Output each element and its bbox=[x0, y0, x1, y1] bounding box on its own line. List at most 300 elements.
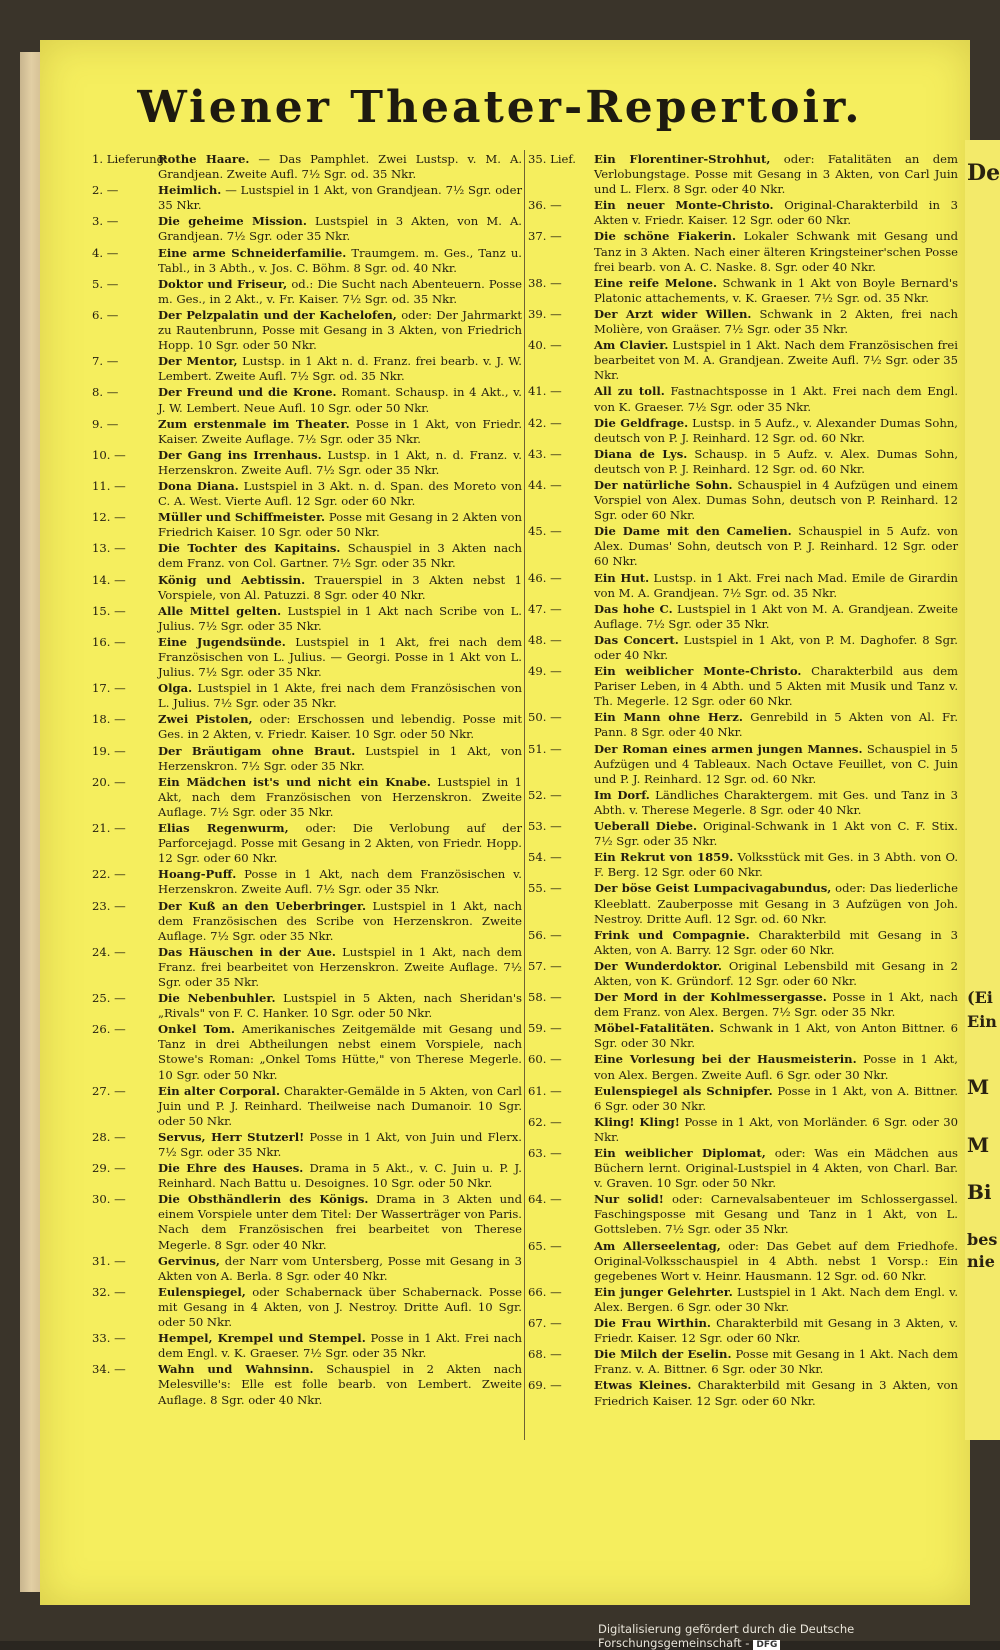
entry-number: 64. — bbox=[528, 1192, 562, 1207]
play-description: Posse in 1 Akt, von A. Bittner. 6 Sgr. oder 30 Nkr. bbox=[594, 1083, 959, 1113]
repertoire-column-left bbox=[92, 152, 522, 1409]
play-description: Posse in 1 Akt, von Friedr. Kaiser. Zweite Auflage. 7½ Sgr. oder 35 Nkr. bbox=[158, 416, 523, 446]
play-title: Hoang-Puff. bbox=[158, 867, 237, 882]
entry-text bbox=[594, 881, 958, 926]
entry-text bbox=[594, 1378, 958, 1408]
fragment-text: De bbox=[967, 160, 1000, 186]
entry-text bbox=[158, 479, 522, 509]
entry-number: 18. — bbox=[92, 712, 126, 727]
entry-number: 28. — bbox=[92, 1129, 126, 1144]
play-title: Der böse Geist Lumpacivagabundus, bbox=[594, 881, 832, 896]
play-title: Der Wunderdoktor. bbox=[594, 958, 722, 973]
column-divider bbox=[524, 150, 525, 1440]
play-title: Elias Regenwurm, bbox=[158, 821, 289, 836]
play-title: Die Milch der Eselin. bbox=[594, 1347, 732, 1362]
entry-text bbox=[158, 214, 522, 244]
play-description: Posse in 1 Akt, von Alex. Bergen. Zweite Aufl. 6 Sgr. oder 30 Nkr. bbox=[594, 1052, 958, 1082]
repertoire-entry bbox=[92, 308, 522, 353]
entry-text bbox=[158, 448, 522, 478]
play-description: oder Schabernack über Schabernack. Posse mit Gesang in 4 Akten, von J. Nestroy. Dritte Aufl. 10 Sgr. oder 50 Nkr. bbox=[158, 1284, 522, 1330]
play-description: Posse in 1 Akt. Frei nach dem Engl. v. K. Graeser. 7½ Sgr. oder 35 Nkr. bbox=[158, 1331, 522, 1361]
play-description: Lustspiel in 1 Akt. Nach dem Engl. v. Alex. Bergen. 6 Sgr. oder 30 Nkr. bbox=[594, 1284, 959, 1314]
play-description: oder: Das liederliche Kleeblatt. Zauberposse mit Gesang in 3 Aufzügen von Joh. Nestroy. Dritte Aufl. 12 Sgr. od. 60 Nkr. bbox=[594, 881, 959, 926]
play-description: Schauspiel in 3 Akten nach dem Franz. von Col. Gartner. 7½ Sgr. oder 35 Nkr. bbox=[158, 541, 523, 571]
entry-number: 10. — bbox=[92, 447, 126, 462]
play-title: Rothe Haare. bbox=[158, 152, 250, 166]
play-title: Ein Mädchen ist's und nicht ein Knabe. bbox=[158, 774, 431, 789]
play-description: — Das Pamphlet. Zwei Lustsp. v. M. A. Grandjean. Zweite Aufl. 7½ Sgr. od. 35 Nkr. bbox=[158, 152, 523, 182]
entry-number: 42. — bbox=[528, 415, 562, 430]
entry-text bbox=[158, 744, 522, 774]
play-title: Müller und Schiffmeister. bbox=[158, 510, 326, 525]
play-description: Romant. Schausp. in 4 Akt., v. J. W. Lembert. Neue Aufl. 10 Sgr. oder 50 Nkr. bbox=[158, 385, 522, 415]
play-description: Posse in 1 Akt, von Juin und Flerx. 7½ Sgr. oder 35 Nkr. bbox=[158, 1129, 522, 1159]
play-title: Ein Mann ohne Herz. bbox=[594, 710, 743, 725]
repertoire-entry bbox=[92, 1362, 522, 1407]
repertoire-entry bbox=[528, 447, 958, 477]
entry-number: 50. — bbox=[528, 710, 562, 725]
repertoire-entry bbox=[92, 354, 522, 384]
entry-number: 51. — bbox=[528, 741, 562, 756]
play-title: Ein weiblicher Monte-Christo. bbox=[594, 664, 802, 679]
entry-text bbox=[158, 867, 522, 897]
entry-text bbox=[158, 354, 522, 384]
entry-number: 15. — bbox=[92, 603, 126, 618]
entry-text bbox=[594, 959, 958, 989]
entry-number: 19. — bbox=[92, 743, 126, 758]
play-title: Das hohe C. bbox=[594, 601, 673, 616]
repertoire-entry bbox=[528, 664, 958, 709]
play-description: Lustspiel in 1 Akt, frei nach dem Französischen von L. Julius. — Georgi. Posse in 1 Akt von L. Julius. 7½ Sgr. oder 35 Nkr. bbox=[158, 634, 523, 680]
repertoire-entry bbox=[528, 710, 958, 740]
play-description: Genrebild in 5 Akten von Al. Fr. Pann. 8 Sgr. oder 40 Nkr. bbox=[594, 710, 959, 740]
play-title: Ueberall Diebe. bbox=[594, 819, 698, 834]
play-title: Heimlich. bbox=[158, 183, 222, 198]
play-title: Eine Jugendsünde. bbox=[158, 634, 286, 649]
play-description: Schauspiel in 5 Aufzügen und 4 Tableaux. Nach Octave Feuillet, von C. Juin und P. J. Reinhard. 12 Sgr. od. 60 Nkr. bbox=[594, 741, 958, 786]
entry-number: 39. — bbox=[528, 306, 562, 321]
play-description: Schwank in 1 Akt, von Anton Bittner. 6 Sgr. oder 30 Nkr. bbox=[594, 1021, 959, 1051]
play-description: Lustspiel in 1 Akt, von P. M. Daghofer. 8 Sgr. oder 40 Nkr. bbox=[594, 632, 958, 662]
play-description: Original-Charakterbild in 3 Akten v. Friedr. Kaiser. 12 Sgr. oder 60 Nkr. bbox=[594, 198, 958, 228]
play-title: Eine Vorlesung bei der Hausmeisterin. bbox=[594, 1052, 857, 1067]
entry-text bbox=[158, 541, 522, 571]
play-title: Dona Diana. bbox=[158, 478, 239, 493]
entry-number: 14. — bbox=[92, 572, 126, 587]
play-description: der Narr vom Untersberg, Posse mit Gesang in 3 Akten von A. Berla. 8 Sgr. oder 40 Nkr. bbox=[158, 1253, 523, 1283]
play-description: oder: Was ein Mädchen aus Büchern lernt. Original-Lustspiel in 4 Akten, von Charl. Bar. v. Graven. 10 Sgr. oder 50 Nkr. bbox=[594, 1146, 958, 1191]
play-description: Original-Schwank in 1 Akt von C. F. Stix. 7½ Sgr. oder 35 Nkr. bbox=[594, 819, 958, 849]
entry-number: 69. — bbox=[528, 1378, 562, 1393]
play-description: Posse in 1 Akt, nach dem Französischen v. Herzenskron. Zweite Aufl. 7½ Sgr. oder 35 Nkr. bbox=[158, 867, 522, 897]
entry-number: 4. — bbox=[92, 245, 119, 260]
entry-text bbox=[594, 307, 958, 337]
entry-number: 2. — bbox=[92, 183, 119, 198]
entry-number: 31. — bbox=[92, 1253, 126, 1268]
entry-number: 29. — bbox=[92, 1161, 126, 1176]
play-description: oder: Carnevalsabenteuer im Schlossergassel. Faschingsposse mit Gesang und Tanz in 1 Akt, von L. Gottsleben. 7½ Sgr. oder 35 Nkr. bbox=[594, 1192, 958, 1237]
entry-number: 67. — bbox=[528, 1316, 562, 1331]
entry-number: 56. — bbox=[528, 927, 562, 942]
repertoire-entry bbox=[92, 681, 522, 711]
play-title: Der Roman eines armen jungen Mannes. bbox=[594, 741, 863, 756]
repertoire-entry bbox=[528, 990, 958, 1020]
entry-number: 27. — bbox=[92, 1083, 126, 1098]
play-description: Lustsp. in 1 Akt n. d. Franz. frei bearb. v. J. W. Lembert. Zweite Aufl. 7½ Sgr. od. 35 Nkr. bbox=[158, 354, 522, 384]
entry-text bbox=[594, 338, 958, 383]
repertoire-entry bbox=[92, 183, 522, 213]
repertoire-entry bbox=[528, 1192, 958, 1237]
entry-text bbox=[158, 1331, 522, 1361]
entry-text bbox=[594, 1347, 958, 1377]
entry-text bbox=[594, 788, 958, 818]
play-title: Etwas Kleines. bbox=[594, 1378, 692, 1393]
entry-text bbox=[594, 742, 958, 787]
play-description: Schauspiel in 2 Akten nach Melesville's: Elle est folle bearb. von Lembert. Zweite Auflage. 8 Sgr. oder 40 Nkr. bbox=[158, 1362, 523, 1407]
entry-number: 16. — bbox=[92, 634, 126, 649]
repertoire-entry bbox=[92, 712, 522, 742]
play-title: Die Obsthändlerin des Königs. bbox=[158, 1192, 369, 1207]
play-description: Lustsp. in 1 Akt, n. d. Franz. v. Herzenskron. Zweite Aufl. 7½ Sgr. oder 35 Nkr. bbox=[158, 447, 522, 477]
entry-number: 65. — bbox=[528, 1238, 562, 1253]
repertoire-entry bbox=[528, 881, 958, 926]
entry-text bbox=[158, 277, 522, 307]
entry-number: 38. — bbox=[528, 275, 562, 290]
play-title: Ein neuer Monte-Christo. bbox=[594, 198, 774, 213]
play-title: Frink und Compagnie. bbox=[594, 927, 750, 942]
entry-number: 5. — bbox=[92, 276, 119, 291]
entry-number: 59. — bbox=[528, 1021, 562, 1036]
play-description: Amerikanisches Zeitgemälde mit Gesang und Tanz in drei Abtheilungen nebst einem Vorspiele, nach Stowe's Roman: „Onkel Toms Hütte," von Therese Megerle. 10 Sgr. oder 50 Nkr. bbox=[158, 1022, 522, 1082]
play-title: Die Nebenbuhler. bbox=[158, 991, 276, 1006]
repertoire-entry bbox=[528, 571, 958, 601]
entry-text bbox=[594, 1146, 958, 1191]
entry-text bbox=[594, 1316, 958, 1346]
entry-number: 33. — bbox=[92, 1331, 126, 1346]
repertoire-entry bbox=[528, 524, 958, 569]
play-title: Ein Florentiner-Strohhut, bbox=[594, 152, 771, 166]
repertoire-entry bbox=[528, 338, 958, 383]
repertoire-entry bbox=[528, 788, 958, 818]
repertoire-entry bbox=[92, 867, 522, 897]
entry-text bbox=[158, 183, 522, 213]
play-description: Lustspiel in 3 Akt. n. d. Span. des Moreto von C. A. West. Vierte Aufl. 12 Sgr. oder 60 Nkr. bbox=[158, 478, 523, 509]
repertoire-entry bbox=[92, 573, 522, 603]
play-description: Original Lebensbild mit Gesang in 2 Akten, von K. Gründorf. 12 Sgr. oder 60 Nkr. bbox=[594, 958, 959, 988]
fragment-text: (Ei bbox=[967, 988, 993, 1007]
repertoire-entry bbox=[528, 1378, 958, 1408]
play-title: Der Kuß an den Ueberbringer. bbox=[158, 898, 367, 913]
repertoire-entry bbox=[528, 959, 958, 989]
play-description: Lustspiel in 1 Akt, nach dem Französischen des Scribe von Herzenskron. Zweite Auflage. 7½ Sgr. oder 35 Nkr. bbox=[158, 898, 523, 943]
entry-text bbox=[158, 1254, 522, 1284]
entry-number: 6. — bbox=[92, 307, 119, 322]
play-title: Eine reife Melone. bbox=[594, 275, 718, 290]
play-title: Das Häuschen in der Aue. bbox=[158, 944, 336, 959]
entry-text bbox=[158, 417, 522, 447]
repertoire-entry bbox=[528, 1239, 958, 1284]
play-title: Eine arme Schneiderfamilie. bbox=[158, 245, 347, 260]
entry-text bbox=[158, 945, 522, 990]
entry-number: 52. — bbox=[528, 787, 562, 802]
repertoire-entry bbox=[92, 899, 522, 944]
play-description: oder: Das Gebet auf dem Friedhofe. Original-Volksschauspiel in 4 Abth. nebst 1 Vorsp.: Ein gegebenes Wort v. Heinr. Hausmann. 12 Sgr. od. 60 Nkr. bbox=[594, 1238, 959, 1283]
play-title: Zwei Pistolen, bbox=[158, 712, 253, 727]
play-description: Schausp. in 5 Aufz. v. Alex. Dumas Sohn, deutsch von P. J. Reinhard. 12 Sgr. od. 60 Nkr. bbox=[594, 446, 959, 476]
entry-number: 24. — bbox=[92, 944, 126, 959]
repertoire-entry bbox=[92, 277, 522, 307]
play-title: Die Frau Wirthin. bbox=[594, 1316, 711, 1331]
repertoire-entry bbox=[528, 1052, 958, 1082]
entry-text bbox=[158, 821, 522, 866]
play-title: Der Mentor, bbox=[158, 354, 238, 369]
entry-number: 66. — bbox=[528, 1284, 562, 1299]
fragment-text: Ein bbox=[967, 1012, 997, 1031]
play-description: Lustsp. in 1 Akt. Frei nach Mad. Emile de Girardin von M. A. Grandjean. 7½ Sgr. od. 35 Nkr. bbox=[594, 570, 958, 600]
play-description: Charakterbild mit Gesang in 3 Akten, v. Friedr. Kaiser. 12 Sgr. oder 60 Nkr. bbox=[594, 1316, 959, 1346]
play-title: König und Aebtissin. bbox=[158, 572, 306, 587]
entry-number: 22. — bbox=[92, 867, 126, 882]
play-description: od.: Die Sucht nach Abenteuern. Posse m. Ges., in 2 Akt., v. Fr. Kaiser. 7½ Sgr. od. 35 Nkr. bbox=[158, 276, 523, 306]
play-title: Kling! Kling! bbox=[594, 1114, 680, 1129]
play-description: Schwank in 1 Akt von Boyle Bernard's Platonic attachements, v. K. Graeser. 7½ Sgr. od. 35 Nkr. bbox=[594, 275, 959, 305]
entry-number: 26. — bbox=[92, 1022, 126, 1037]
play-title: Der Arzt wider Willen. bbox=[594, 306, 752, 321]
repertoire-entry bbox=[528, 602, 958, 632]
play-title: Ein alter Corporal. bbox=[158, 1083, 280, 1098]
entry-text bbox=[594, 198, 958, 228]
entry-number: 62. — bbox=[528, 1114, 562, 1129]
repertoire-entry bbox=[92, 1192, 522, 1252]
repertoire-entry bbox=[528, 152, 958, 197]
entry-number: 23. — bbox=[92, 898, 126, 913]
entry-text bbox=[594, 819, 958, 849]
play-title: All zu toll. bbox=[594, 384, 665, 399]
entry-number: 32. — bbox=[92, 1284, 126, 1299]
entry-text bbox=[158, 1192, 522, 1252]
entry-number: 44. — bbox=[528, 477, 562, 492]
entry-text bbox=[158, 1022, 522, 1082]
entry-text bbox=[594, 928, 958, 958]
entry-number: 63. — bbox=[528, 1146, 562, 1160]
entry-number: 7. — bbox=[92, 354, 119, 369]
entry-text bbox=[158, 308, 522, 353]
play-title: Die geheime Mission. bbox=[158, 214, 307, 229]
repertoire-entry bbox=[528, 229, 958, 274]
play-description: Posse in 1 Akt, nach dem Franz. von Alex. Bergen. 7½ Sgr. oder 35 Nkr. bbox=[594, 990, 958, 1020]
entry-text bbox=[594, 850, 958, 880]
entry-number: 58. — bbox=[528, 990, 562, 1005]
repertoire-entry bbox=[528, 1115, 958, 1145]
play-description: Schauspiel in 4 Aufzügen und einem Vorspiel von Alex. Dumas Sohn, deutsch von P. Reinhard. 12 Sgr. oder 60 Nkr. bbox=[594, 477, 959, 523]
entry-text bbox=[594, 229, 958, 274]
repertoire-entry bbox=[92, 604, 522, 634]
repertoire-entry bbox=[92, 1161, 522, 1191]
entry-text bbox=[594, 1285, 958, 1315]
repertoire-entry bbox=[92, 1130, 522, 1160]
repertoire-entry bbox=[528, 1347, 958, 1377]
entry-text bbox=[594, 1052, 958, 1082]
entry-number: 34. — bbox=[92, 1362, 126, 1377]
repertoire-entry bbox=[92, 1331, 522, 1361]
play-title: Nur solid! bbox=[594, 1192, 664, 1207]
entry-text bbox=[594, 1115, 958, 1145]
entry-text bbox=[594, 710, 958, 740]
repertoire-entry bbox=[528, 850, 958, 880]
repertoire-entry bbox=[92, 1254, 522, 1284]
play-title: Diana de Lys. bbox=[594, 446, 688, 461]
play-title: Möbel-Fatalitäten. bbox=[594, 1021, 715, 1036]
repertoire-entry bbox=[92, 448, 522, 478]
dfg-logo: DFG bbox=[753, 1640, 780, 1650]
repertoire-entry bbox=[92, 635, 522, 680]
entry-number: 48. — bbox=[528, 632, 562, 647]
repertoire-entry bbox=[92, 152, 522, 182]
play-description: Lustspiel in 1 Akt, von Herzenskron. 7½ Sgr. oder 35 Nkr. bbox=[158, 743, 522, 773]
entry-text bbox=[158, 991, 522, 1021]
play-title: Eulenspiegel, bbox=[158, 1284, 246, 1299]
play-description: Lustspiel in 1 Akt, nach dem Franz. frei bearbeitet von Herzenskron. Zweite Auflage. 7½ Sgr. oder 35 Nkr. bbox=[158, 944, 523, 989]
play-description: Drama in 5 Akt., v. C. Juin u. P. J. Reinhard. Nach Battu u. Desoignes. 10 Sgr. oder 50 Nkr. bbox=[158, 1161, 522, 1191]
entry-text bbox=[594, 152, 958, 197]
entry-number: 11. — bbox=[92, 478, 126, 493]
play-title: Der Bräutigam ohne Braut. bbox=[158, 743, 356, 758]
play-description: Volksstück mit Ges. in 3 Abth. von O. F. Berg. 12 Sgr. oder 60 Nkr. bbox=[594, 850, 959, 880]
entry-text bbox=[594, 633, 958, 663]
play-description: Lustsp. in 5 Aufz., v. Alexander Dumas Sohn, deutsch von P. J. Reinhard. 12 Sgr. od. 60 Nkr. bbox=[594, 415, 958, 445]
entry-text bbox=[158, 573, 522, 603]
play-description: Trauerspiel in 3 Akten nebst 1 Vorspiele, von Al. Patuzzi. 8 Sgr. oder 40 Nkr. bbox=[158, 572, 523, 602]
entry-text bbox=[158, 1084, 522, 1129]
repertoire-entry bbox=[92, 541, 522, 571]
play-description: oder: Fatalitäten an dem Verlobungstage. Posse mit Gesang in 3 Akten, von Carl Juin und L. Flerx. 8 Sgr. oder 40 Nkr. bbox=[594, 152, 958, 197]
entry-text bbox=[594, 384, 958, 414]
entry-text bbox=[158, 1285, 522, 1330]
entry-number: 57. — bbox=[528, 958, 562, 973]
play-description: Lustspiel in 1 Akt nach Scribe von L. Julius. 7½ Sgr. oder 35 Nkr. bbox=[158, 603, 522, 633]
repertoire-entry bbox=[92, 214, 522, 244]
play-title: Onkel Tom. bbox=[158, 1022, 235, 1037]
play-title: Ein Rekrut von 1859. bbox=[594, 850, 734, 865]
entry-number: 49. — bbox=[528, 664, 562, 679]
play-description: Ländliches Charaktergem. mit Ges. und Tanz in 3 Abth. v. Therese Megerle. 8 Sgr. oder 40 Nkr. bbox=[594, 787, 958, 817]
entry-number: 35. Lief. bbox=[528, 152, 576, 166]
play-title: Die Ehre des Hauses. bbox=[158, 1161, 304, 1176]
play-description: Posse in 1 Akt, von Morländer. 6 Sgr. oder 30 Nkr. bbox=[594, 1114, 958, 1144]
entry-text bbox=[158, 1362, 522, 1407]
repertoire-column-right bbox=[528, 152, 958, 1410]
repertoire-entry bbox=[92, 385, 522, 415]
play-description: Posse mit Gesang in 2 Akten von Friedrich Kaiser. 10 Sgr. oder 50 Nkr. bbox=[158, 510, 523, 540]
entry-text bbox=[594, 1192, 958, 1237]
play-title: Die schöne Fiakerin. bbox=[594, 229, 737, 244]
repertoire-entry bbox=[528, 198, 958, 228]
play-title: Alle Mittel gelten. bbox=[158, 603, 282, 618]
entry-number: 3. — bbox=[92, 214, 119, 229]
play-title: Am Allerseelentag, bbox=[594, 1238, 721, 1253]
credit-text: Digitalisierung gefördert durch die Deutsche Forschungsgemeinschaft - bbox=[598, 1622, 855, 1650]
play-title: Die Geldfrage. bbox=[594, 415, 689, 430]
repertoire-entry bbox=[92, 1022, 522, 1082]
play-description: Traumgem. m. Ges., Tanz u. Tabl., in 3 Abth., v. Jos. C. Böhm. 8 Sgr. od. 40 Nkr. bbox=[158, 245, 522, 275]
play-title: Gervinus, bbox=[158, 1253, 220, 1268]
repertoire-entry bbox=[92, 417, 522, 447]
entry-number: 17. — bbox=[92, 681, 126, 696]
repertoire-entry bbox=[92, 1285, 522, 1330]
play-title: Am Clavier. bbox=[594, 338, 669, 353]
play-description: oder: Der Jahrmarkt zu Rautenbrunn, Posse mit Gesang in 3 Akten, von Friedrich Hopp. 10 Sgr. oder 50 Nkr. bbox=[158, 307, 523, 353]
entry-number: 40. — bbox=[528, 338, 562, 353]
fragment-text: M bbox=[967, 1075, 990, 1099]
entry-number: 45. — bbox=[528, 524, 562, 539]
entry-text bbox=[594, 990, 958, 1020]
entry-text bbox=[594, 478, 958, 523]
play-title: Die Tochter des Kapitains. bbox=[158, 541, 341, 556]
entry-text bbox=[158, 681, 522, 711]
repertoire-entry bbox=[528, 1316, 958, 1346]
play-description: Lokaler Schwank mit Gesang und Tanz in 3 Akten. Nach einer älteren Kringsteiner'schen Posse frei bearb. von A. C. Naske. 8. Sgr. oder 40 Nkr. bbox=[594, 229, 959, 274]
entry-number: 47. — bbox=[528, 601, 562, 616]
entry-text bbox=[158, 246, 522, 276]
play-description: Fastnachtsposse in 1 Akt. Frei nach dem Engl. von K. Graeser. 7½ Sgr. oder 35 Nkr. bbox=[594, 384, 958, 414]
adjacent-page-fragment bbox=[965, 140, 1000, 1440]
play-title: Eulenspiegel als Schnipfer. bbox=[594, 1083, 773, 1098]
play-description: oder: Erschossen und lebendig. Posse mit Ges. in 2 Akten, v. Friedr. Kaiser. 10 Sgr. oder 50 Nkr. bbox=[158, 712, 523, 742]
entry-text bbox=[158, 775, 522, 820]
entry-number: 46. — bbox=[528, 570, 562, 585]
repertoire-entry bbox=[92, 510, 522, 540]
play-description: Lustspiel in 1 Akt von M. A. Grandjean. Zweite Auflage. 7½ Sgr. oder 35 Nkr. bbox=[594, 601, 958, 631]
entry-text bbox=[594, 1021, 958, 1051]
play-title: Olga. bbox=[158, 681, 193, 696]
play-title: Zum erstenmale im Theater. bbox=[158, 416, 350, 431]
play-title: Der natürliche Sohn. bbox=[594, 477, 733, 492]
play-description: — Lustspiel in 1 Akt, von Grandjean. 7½ Sgr. oder 35 Nkr. bbox=[158, 183, 522, 213]
play-description: Lustspiel in 1 Akte, frei nach dem Französischen von L. Julius. 7½ Sgr. oder 35 Nkr. bbox=[158, 681, 523, 711]
entry-number: 9. — bbox=[92, 416, 119, 431]
play-description: Schauspiel in 5 Aufz. von Alex. Dumas' Sohn, deutsch von P. J. Reinhard. 12 Sgr. oder 60 Nkr. bbox=[594, 524, 958, 569]
play-description: Drama in 3 Akten und einem Vorspiele unter dem Titel: Der Wasserträger von Paris. Nach dem Französischen frei bearbeitet von Therese Megerle. 8 Sgr. oder 40 Nkr. bbox=[158, 1192, 522, 1252]
play-title: Der Pelzpalatin und der Kachelofen, bbox=[158, 307, 397, 322]
repertoire-entry bbox=[92, 479, 522, 509]
fragment-text: M bbox=[967, 1133, 990, 1157]
play-title: Der Freund und die Krone. bbox=[158, 385, 337, 400]
repertoire-entry bbox=[528, 928, 958, 958]
entry-text bbox=[594, 1239, 958, 1284]
repertoire-entry bbox=[528, 416, 958, 446]
repertoire-entry bbox=[528, 1146, 958, 1191]
entry-number: 21. — bbox=[92, 821, 126, 836]
entry-text bbox=[158, 152, 522, 182]
play-title: Der Gang ins Irrenhaus. bbox=[158, 447, 322, 462]
entry-text bbox=[158, 604, 522, 634]
entry-number: 54. — bbox=[528, 850, 562, 865]
play-title: Servus, Herr Stutzerl! bbox=[158, 1129, 305, 1144]
entry-number: 30. — bbox=[92, 1192, 126, 1207]
fragment-text: nie bbox=[967, 1252, 995, 1271]
play-title: Hempel, Krempel und Stempel. bbox=[158, 1331, 366, 1346]
play-description: oder: Die Verlobung auf der Parforcejagd. Posse mit Gesang in 2 Akten, von Friedr. Hopp. 12 Sgr. oder 60 Nkr. bbox=[158, 821, 522, 866]
play-title: Der Mord in der Kohlmessergasse. bbox=[594, 990, 827, 1005]
entry-text bbox=[158, 635, 522, 680]
fragment-text: bes bbox=[967, 1230, 998, 1249]
entry-text bbox=[594, 276, 958, 306]
entry-text bbox=[594, 1084, 958, 1114]
digitization-credit bbox=[598, 1622, 1000, 1650]
repertoire-entry bbox=[92, 945, 522, 990]
play-title: Wahn und Wahnsinn. bbox=[158, 1362, 314, 1377]
repertoire-entry bbox=[92, 246, 522, 276]
